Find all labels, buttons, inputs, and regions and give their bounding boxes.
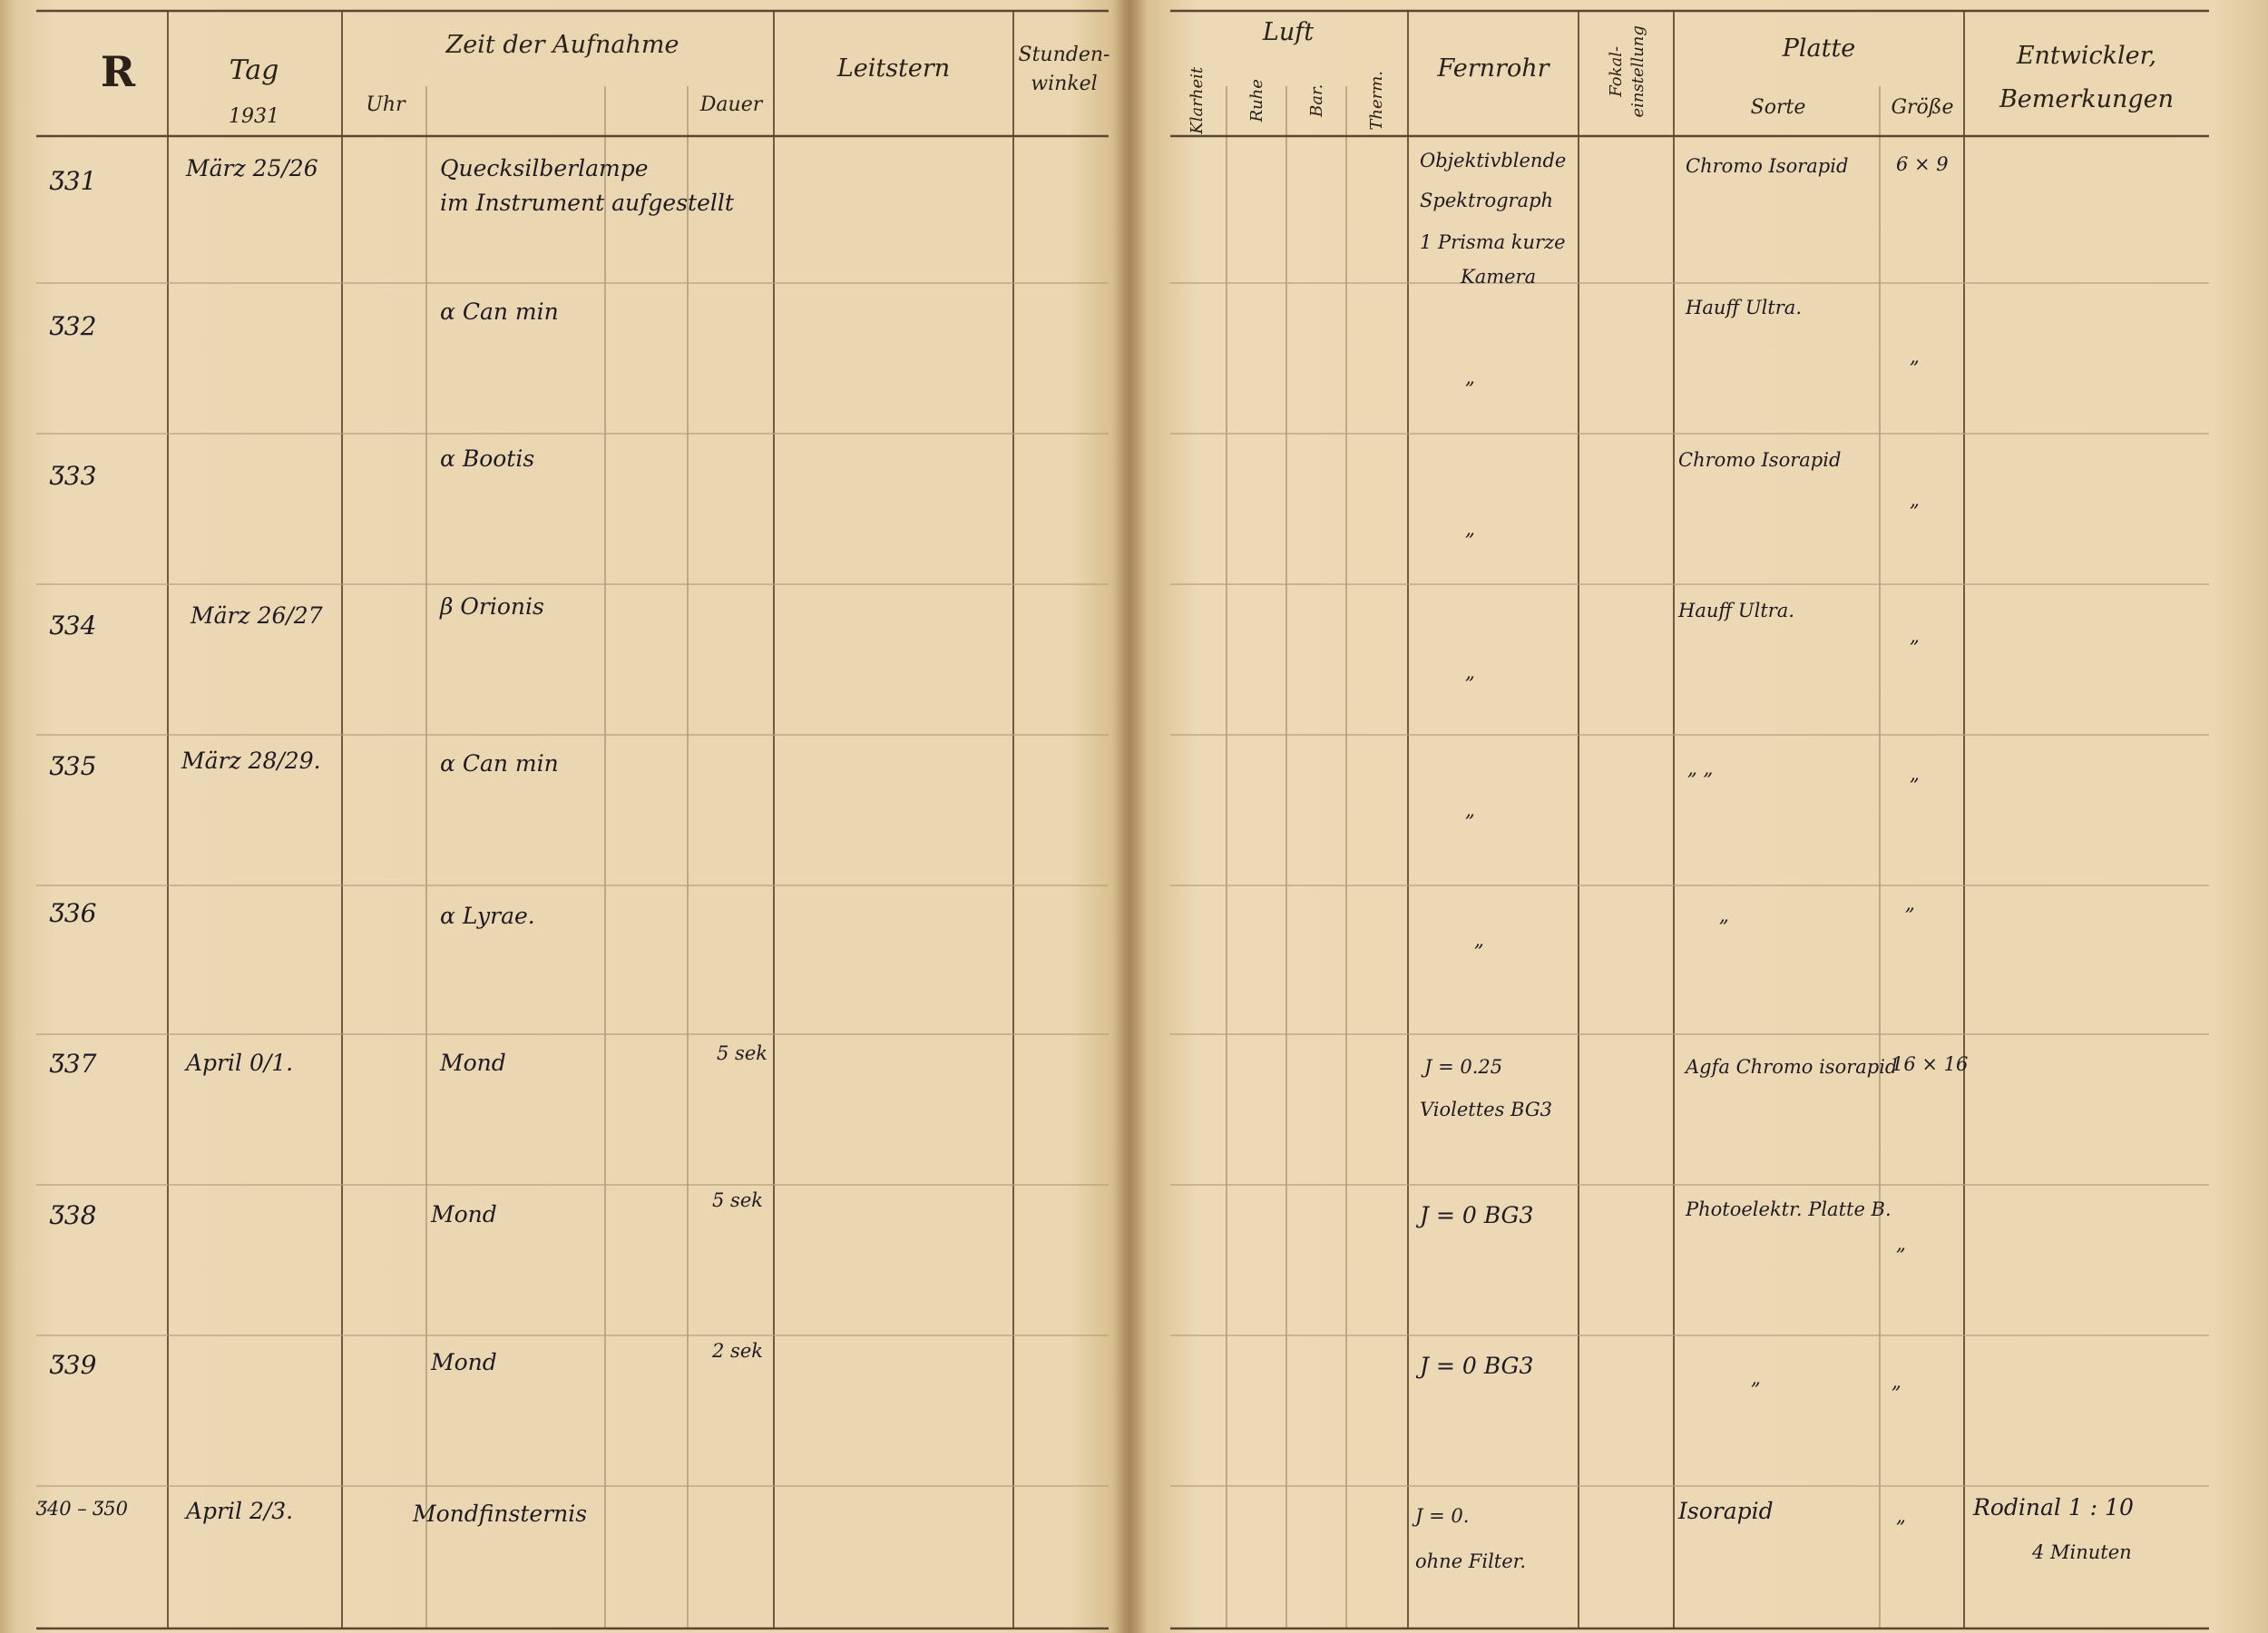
row-plate-size: 6 × 9: [1896, 153, 1949, 175]
header-tag: Tag: [229, 54, 279, 86]
row-aufnahme: Quecksilberlampe: [440, 155, 649, 181]
row-plate-type: „ „: [1687, 758, 1714, 779]
header-bar: Bar.: [1307, 83, 1327, 117]
header-groesse: Größe: [1891, 96, 1954, 119]
row-plate-size: „: [1892, 1371, 1901, 1393]
row-plate-type: Hauff Ultra.: [1686, 297, 1802, 318]
row-plate-type: Agfa Chromo isorapid: [1686, 1056, 1898, 1078]
header-year: 1931: [229, 105, 279, 128]
row-plate-type: Chromo Isorapid: [1686, 155, 1849, 177]
row-number: Ʒ37: [50, 1049, 97, 1079]
row-plate-type: Hauff Ultra.: [1678, 600, 1794, 621]
row-remark: 4 Minuten: [2032, 1541, 2132, 1563]
row-fernrohr: Objektivblende: [1420, 150, 1567, 171]
header-zeit: Zeit der Aufnahme: [445, 31, 679, 59]
row-plate-type: Chromo Isorapid: [1678, 449, 1842, 471]
header-stunden-l2: winkel: [1031, 73, 1098, 95]
header-klarheit: Klarheit: [1188, 66, 1207, 134]
row-number: Ʒ34: [50, 611, 97, 640]
header-fokal-l2: einstellung: [1628, 25, 1648, 118]
header-dauer: Dauer: [699, 93, 763, 116]
row-fernrohr: J = 0.: [1415, 1505, 1470, 1527]
row-fernrohr: J = 0 BG3: [1420, 1353, 1534, 1379]
row-plate-size: „: [1910, 763, 1920, 785]
row-date: März 28/29.: [181, 748, 321, 774]
row-fernrohr: „: [1465, 367, 1475, 388]
row-aufnahme: α Lyrae.: [440, 903, 535, 929]
header-therm: Therm.: [1367, 70, 1387, 131]
header-stunden-l1: Stunden-: [1018, 44, 1110, 66]
header-platte: Platte: [1782, 34, 1856, 63]
row-plate-type: „: [1719, 905, 1729, 926]
header-fokal-l1: Fokal-: [1607, 45, 1627, 97]
row-date: April 2/3.: [186, 1498, 294, 1524]
header-sorte: Sorte: [1750, 96, 1806, 119]
header-entwickler-l2: Bemerkungen: [1999, 85, 2175, 113]
row-plate-size: „: [1910, 346, 1920, 367]
row-number: Ʒ35: [50, 751, 97, 781]
row-date: April 0/1.: [186, 1050, 294, 1076]
row-fernrohr: „: [1465, 518, 1475, 540]
header-fernrohr: Fernrohr: [1437, 54, 1549, 83]
header-ruhe: Ruhe: [1247, 79, 1267, 122]
row-aufnahme: Mond: [431, 1349, 497, 1375]
header-luft: Luft: [1262, 18, 1315, 46]
row-fernrohr: „: [1465, 799, 1475, 821]
row-number: Ʒ40 – Ʒ50: [36, 1498, 129, 1520]
row-aufnahme: im Instrument aufgestellt: [440, 190, 734, 216]
row-plate-size: „: [1905, 893, 1915, 914]
row-number: Ʒ32: [50, 311, 97, 341]
row-dauer: 5 sek: [717, 1042, 767, 1064]
row-plate-type: Photoelektr. Platte B.: [1686, 1198, 1892, 1220]
row-number: Ʒ31: [50, 166, 97, 196]
row-fernrohr: J = 0.25: [1424, 1056, 1503, 1078]
row-number: Ʒ39: [50, 1350, 97, 1380]
row-fernrohr: „: [1474, 929, 1484, 951]
header-leitstern: Leitstern: [836, 54, 951, 83]
row-fernrohr: Spektrograph: [1420, 190, 1554, 211]
row-number: Ʒ36: [50, 898, 97, 928]
row-aufnahme: α Bootis: [440, 445, 535, 472]
row-aufnahme: Mond: [440, 1050, 506, 1076]
row-aufnahme: α Can min: [440, 750, 559, 777]
row-plate-size: „: [1896, 1505, 1906, 1527]
row-aufnahme: Mondfinsternis: [413, 1501, 588, 1527]
row-plate-size: „: [1896, 1233, 1906, 1255]
row-aufnahme: α Can min: [440, 298, 559, 325]
row-date: März 26/27: [191, 602, 323, 629]
row-fernrohr: „: [1465, 661, 1475, 683]
row-plate-size: 16 × 16: [1892, 1053, 1969, 1075]
header-uhr: Uhr: [366, 93, 406, 116]
row-plate-size: „: [1910, 625, 1920, 647]
header-entwickler-l1: Entwickler,: [2016, 42, 2157, 70]
row-fernrohr: 1 Prisma kurze: [1420, 231, 1566, 253]
row-remark: Rodinal 1 : 10: [1973, 1494, 2134, 1521]
header-r: R: [100, 47, 136, 96]
row-date: März 25/26: [186, 155, 318, 181]
row-fernrohr: Kamera: [1461, 266, 1537, 288]
row-plate-type: Isorapid: [1678, 1498, 1774, 1524]
row-plate-size: „: [1910, 489, 1920, 511]
row-aufnahme: Mond: [431, 1201, 497, 1227]
row-fernrohr: J = 0 BG3: [1420, 1202, 1534, 1228]
row-dauer: 5 sek: [712, 1189, 763, 1211]
row-aufnahme: β Orionis: [440, 593, 544, 620]
row-plate-type: „: [1751, 1367, 1761, 1389]
row-rules: [36, 283, 2209, 1486]
row-number: Ʒ38: [50, 1200, 97, 1230]
row-dauer: 2 sek: [712, 1340, 763, 1362]
row-fernrohr: ohne Filter.: [1415, 1550, 1527, 1572]
row-fernrohr: Violettes BG3: [1420, 1099, 1553, 1120]
row-number: Ʒ33: [50, 461, 97, 491]
